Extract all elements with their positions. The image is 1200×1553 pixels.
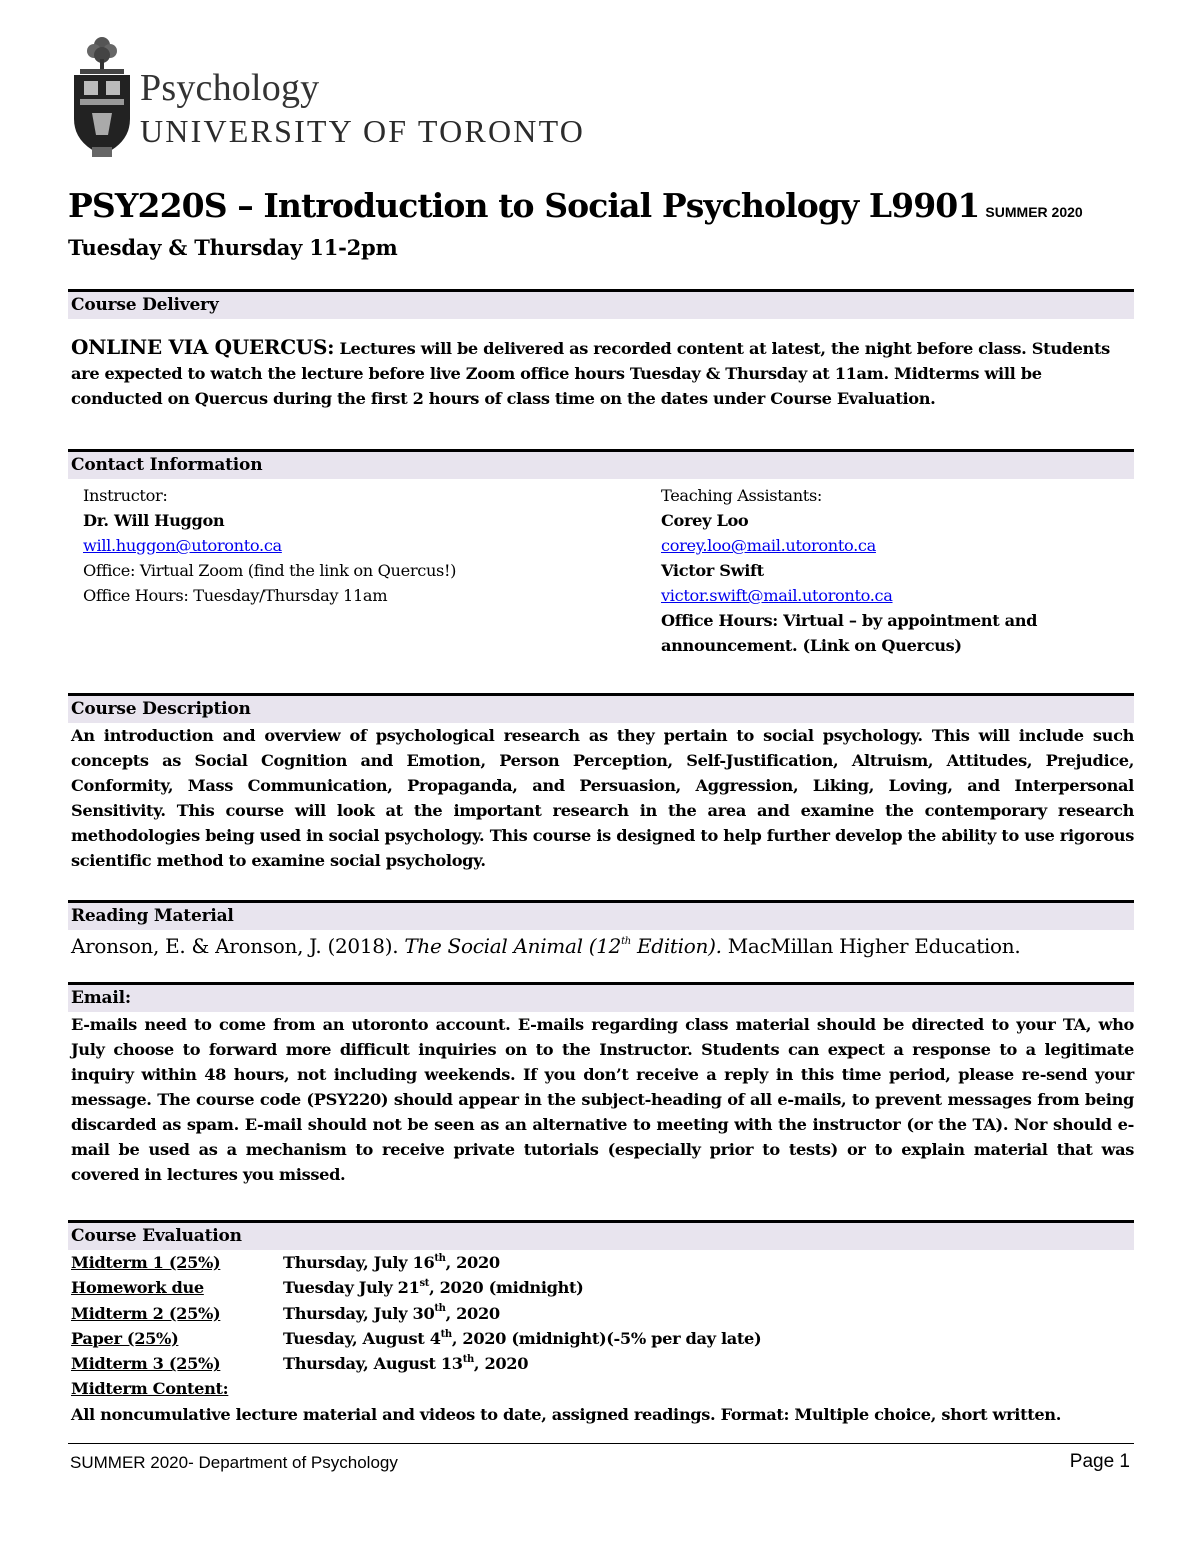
evaluation-row xyxy=(71,1301,1134,1326)
course-term: SUMMER 2020 xyxy=(985,204,1083,220)
evaluation-body xyxy=(68,1250,1134,1427)
course-title-text: PSY220S – Introduction to Social Psychology L9901 xyxy=(68,186,980,225)
delivery-text: Lectures will be delivered as recorded content at latest, the night before class. Students are expected to watch the lecture before live Zoom office hours Tuesday & Thursday at 11am. Midterms will be conducted on Quercus during the first 2 hours of class time on the dates under Course Evaluation. xyxy=(71,339,1110,408)
midterm-content-label: Midterm Content: xyxy=(71,1379,229,1399)
footer-left-text: SUMMER 2020- Department of Psychology xyxy=(70,1453,398,1472)
university-logo xyxy=(72,33,632,163)
evaluation-item-label: Midterm 2 (25%) xyxy=(71,1303,221,1323)
instructor-email-link[interactable]: will.huggon@utoronto.ca xyxy=(83,536,282,555)
evaluation-row xyxy=(71,1326,1134,1351)
section-heading: Course Description xyxy=(68,693,1134,723)
section-heading: Course Delivery xyxy=(68,289,1134,319)
evaluation-item-date: Thursday, July 30th, 2020 xyxy=(283,1303,500,1323)
description-text: An introduction and overview of psychological research as they pertain to social psychology. This will include such concepts as Social Cognition and Emotion, Person Perception, Self-Justification, Altruism, Attitudes, Prejudice, Conformity, Mass Communication, Propaganda, and Persuasion, Aggression, Liking, Loving, and Interpersonal Sensitivity. This course will look at the important research in the area and examine the contemporary research methodologies being used in social psychology. This course is designed to help further develop the ability to use rigorous scientific method to examine social psychology. xyxy=(71,726,1134,870)
section-reading-material xyxy=(68,900,1134,961)
evaluation-item-date: Thursday, July 16th, 2020 xyxy=(283,1252,500,1272)
course-title xyxy=(68,188,1083,224)
university-name: UNIVERSITY OF TORONTO xyxy=(140,113,586,149)
delivery-body xyxy=(68,319,1134,411)
instructor-office: Office: Virtual Zoom (find the link on Quercus!) xyxy=(83,561,457,580)
section-course-delivery xyxy=(68,289,1134,411)
instructor-name: Dr. Will Huggon xyxy=(83,511,225,530)
evaluation-item-date: Tuesday, August 4th, 2020 (midnight)(-5% per day late) xyxy=(283,1328,762,1348)
evaluation-row xyxy=(71,1275,1134,1300)
reading-publisher: MacMillan Higher Education. xyxy=(727,934,1021,958)
instructor-column xyxy=(71,483,661,658)
evaluation-row xyxy=(71,1351,1134,1376)
evaluation-item-label: Paper (25%) xyxy=(71,1328,179,1348)
delivery-lead: ONLINE VIA QUERCUS: xyxy=(71,335,335,359)
evaluation-item-label: Midterm 3 (25%) xyxy=(71,1354,221,1374)
evaluation-item-date: Tuesday July 21st, 2020 (midnight) xyxy=(283,1277,584,1298)
midterm-content-label-row xyxy=(71,1376,1134,1401)
reading-book-title: The Social Animal (12th Edition). xyxy=(404,934,722,958)
section-heading: Contact Information xyxy=(68,449,1134,479)
department-name: Psychology xyxy=(140,67,320,109)
evaluation-item-label: Midterm 1 (25%) xyxy=(71,1253,221,1272)
section-heading: Reading Material xyxy=(68,900,1134,930)
ta-hours-line1: Office Hours: Virtual – by appointment and xyxy=(661,611,1038,630)
reading-authors: Aronson, E. & Aronson, J. (2018). xyxy=(71,934,399,958)
ta1-name: Corey Loo xyxy=(661,511,749,530)
evaluation-row xyxy=(71,1250,1134,1275)
email-text: E-mails need to come from an utoronto account. E-mails regarding class material should be directed to your TA, who July choose to forward more difficult inquiries on to the Instructor. Students can expect a response to a legitimate inquiry within 48 hours, not including weekends. If you don’t receive a reply in this time period, please re-send your message. The course code (PSY220) should appear in the subject-heading of all e-mails, to prevent messages from being discarded as spam. E-mail should not be seen as an alternative to meeting with the instructor (or the TA). Nor should e-mail be used as a mechanism to receive private tutorials (especially prior to tests) or to explain material that was covered in lectures you missed. xyxy=(71,1015,1134,1184)
ta-hours-line2: announcement. (Link on Quercus) xyxy=(661,636,962,655)
evaluation-item-date: Thursday, August 13th, 2020 xyxy=(283,1353,529,1374)
ta-column xyxy=(661,483,1131,658)
ta2-email-link[interactable]: victor.swift@mail.utoronto.ca xyxy=(661,586,893,605)
section-course-evaluation xyxy=(68,1220,1134,1427)
ta-label: Teaching Assistants: xyxy=(661,486,823,505)
midterm-content-text: All noncumulative lecture material and videos to date, assigned readings. Format: Multiple choice, short written. xyxy=(71,1404,1062,1424)
section-heading: Course Evaluation xyxy=(68,1220,1134,1250)
section-heading: Email: xyxy=(68,982,1134,1012)
section-course-description xyxy=(68,693,1134,873)
footer-divider xyxy=(68,1443,1134,1444)
section-contact-information xyxy=(68,449,1134,658)
instructor-office-hours: Office Hours: Tuesday/Thursday 11am xyxy=(83,586,388,605)
reading-citation xyxy=(68,930,1134,961)
contact-body xyxy=(68,479,1134,658)
section-email xyxy=(68,982,1134,1187)
ta1-email-link[interactable]: corey.loo@mail.utoronto.ca xyxy=(661,536,876,555)
footer-page-number: Page 1 xyxy=(1069,1451,1130,1472)
ta2-name: Victor Swift xyxy=(661,561,764,580)
evaluation-item-label: Homework due xyxy=(71,1278,204,1298)
course-schedule: Tuesday & Thursday 11-2pm xyxy=(68,235,398,260)
university-crest-icon xyxy=(72,33,132,161)
instructor-label: Instructor: xyxy=(83,486,168,505)
